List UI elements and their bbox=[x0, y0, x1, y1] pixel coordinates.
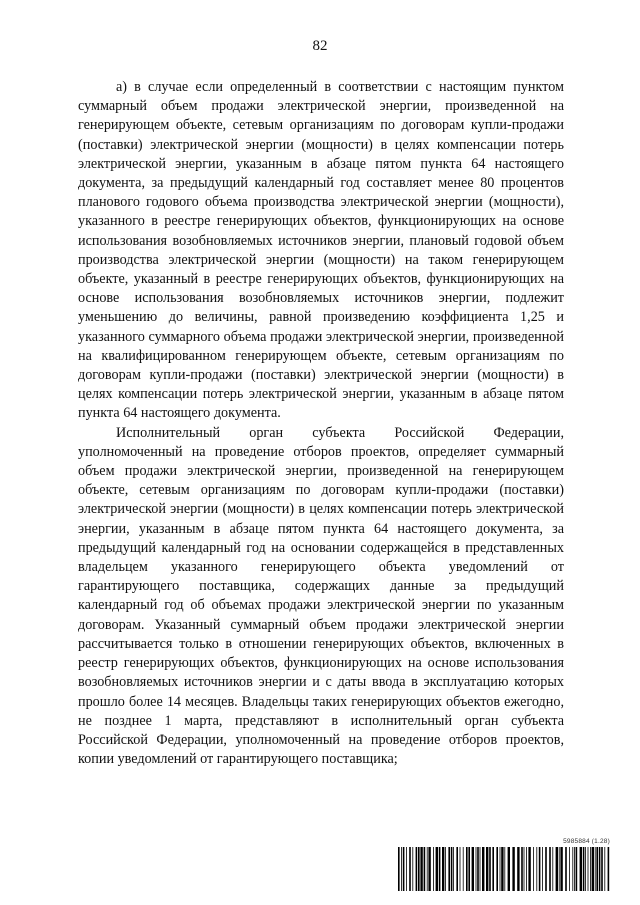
paragraph: Исполнительный орган субъекта Российской Федерации, уполномоченный на проведение отборов проектов, определяет суммарный объем продажи электрической энергии, произведенной на генерирующем объекте, сетевым организациям по договорам купли-продажи (поставки) электрической энергии (мощности) в целях компенсации потерь электрической энергии, указанным в абзаце пятом пункта 64 настоящего документа, за предыдущий календарный год на основании содержащейся в представленных владельцем указанного генерирующего объекта уведомлений от гарантирующего поставщика, содержащих данные за предыдущий календарный год об объемах продажи электрической энергии по указанным договорам. Указанный суммарный объем продажи электрической энергии рассчитывается только в отношении генерирующих объектов, включенных в реестр генерирующих объектов, функционирующих на основе использования возобновляемых источников энергии и с даты ввода в эксплуатацию которых прошло более 14 месяцев. Владельцы таких генерирующих объектов ежегодно, не позднее 1 марта, представляют в исполнительный орган субъекта Российской Федерации, уполномоченный на проведение отборов проектов, копии уведомлений от гарантирующего поставщика; bbox=[78, 424, 564, 768]
page-number: 82 bbox=[312, 38, 328, 54]
document-body bbox=[78, 78, 564, 769]
barcode-icon bbox=[398, 847, 610, 891]
barcode-block bbox=[398, 838, 610, 891]
barcode-label: 5985884 (1.28) bbox=[563, 838, 610, 845]
paragraph: а) в случае если определенный в соответствии с настоящим пунктом суммарный объем продажи электрической энергии, произведенной на генерирующем объекте, сетевым организациям по договорам купли-продажи (поставки) электрической энергии (мощности) в целях компенсации потерь электрической энергии, указанным в абзаце пятом пункта 64 настоящего документа, за предыдущий календарный год составляет менее 80 процентов планового годового объема производства электрической энергии (мощности), указанного в реестре генерирующих объектов, функционирующих на основе использования возобновляемых источников энергии, плановый годовой объем производства электрической энергии (мощности) на таком генерирующем объекте, указанный в реестре генерирующих объектов, функционирующих на основе использования возобновляемых источников энергии, подлежит уменьшению до величины, равной произведению коэффициента 1,25 и указанного суммарного объема продажи электрической энергии, произведенной на квалифицированном генерирующем объекте, сетевым организациям по договорам купли-продажи (поставки) электрической энергии (мощности) в целях компенсации потерь электрической энергии, указанным в абзаце пятом пункта 64 настоящего документа. bbox=[78, 79, 564, 422]
